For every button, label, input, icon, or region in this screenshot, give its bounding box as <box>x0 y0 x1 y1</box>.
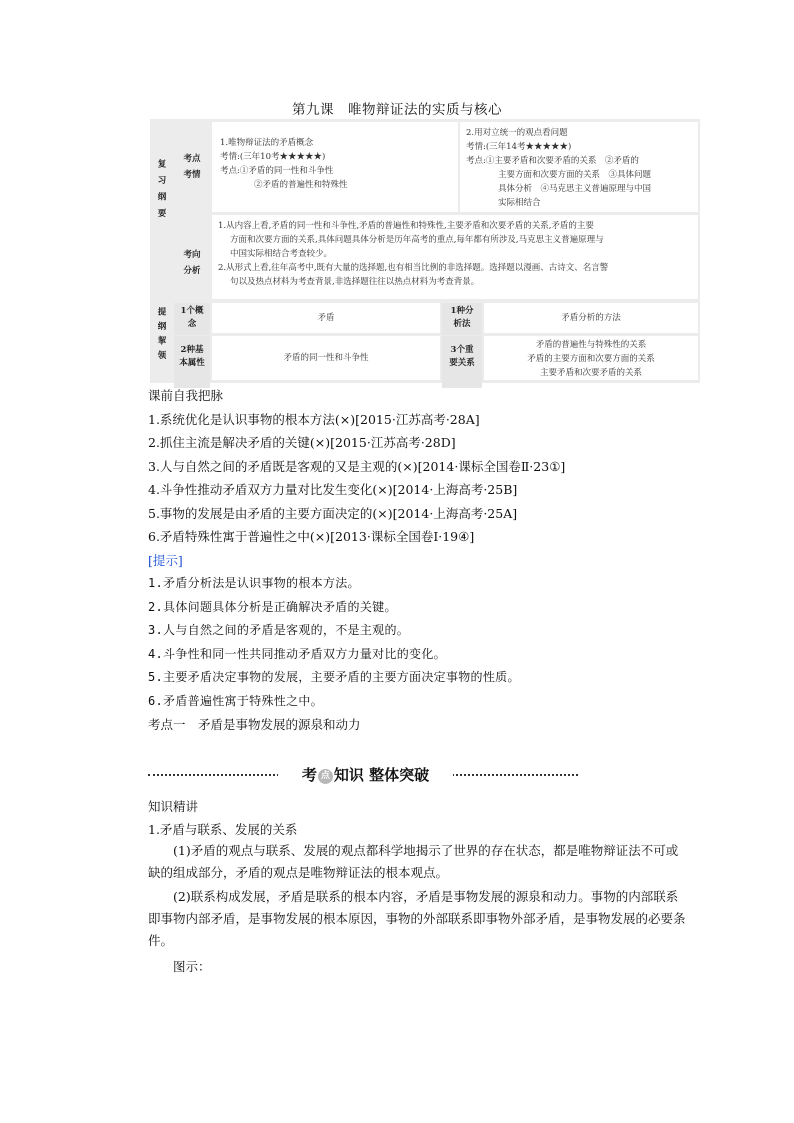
kaoxiang-line-3: 中国实际相结合考查较少。 <box>230 249 333 259</box>
banner-rule-left <box>148 774 283 776</box>
kaodian-right-5: 具体分析 ④马克思主义普遍原理与中国 <box>498 184 652 194</box>
row2-right <box>484 336 698 380</box>
kaodian-label: 考点考情 <box>183 154 201 180</box>
row2-label: 2种基本属性 <box>174 336 210 388</box>
row1-right: 矛盾分析的方法 <box>484 303 698 333</box>
kaoxiang-label: 考向分析 <box>183 250 201 276</box>
row2-value: 矛盾的同一性和斗争性 <box>212 336 440 380</box>
kaoxiang-line-4: 2.从形式上看,往年高考中,既有大量的选择题,也有相当比例的非选择题。选择题以漫画、古诗文、名言警 <box>218 263 609 273</box>
knowledge-paragraph-1: (1)矛盾的观点与联系、发展的观点都科学地揭示了世界的存在状态，都是唯物辩证法不可或缺的组成部分，矛盾的观点是唯物辩证法的根本观点。 <box>148 843 679 880</box>
row1-mid: 1种分析法 <box>442 303 482 335</box>
selfcheck-section <box>148 384 708 737</box>
banner-dot-icon: 点 <box>318 769 333 784</box>
section-label-review: 复习纲要 <box>156 159 166 225</box>
kaodian-one-heading: 考点一 矛盾是事物发展的源泉和动力 <box>148 717 361 732</box>
section-label-outline: 提纲挈领 <box>156 307 166 365</box>
selfcheck-heading: 课前自我把脉 <box>148 388 224 403</box>
kaodian-left-1: 1.唯物辩证法的矛盾概念 <box>220 138 314 148</box>
banner-title: 考 点 知识 整体突破 <box>278 762 453 788</box>
kaoxiang-line-5: 句以及热点材料为考查背景,非选择题往往以热点材料为考查背景。 <box>230 277 480 287</box>
relation-1: 矛盾的普遍性与特殊性的关系 <box>535 340 647 350</box>
kaoxiang-line-2: 方面和次要方面的关系,具体问题具体分析是历年高考的重点,每年都有所涉及,马克思主义普遍原理与 <box>230 235 604 245</box>
section-banner <box>148 762 578 788</box>
kaoxiang-box <box>212 215 698 299</box>
banner-rule-right <box>448 774 578 776</box>
selfcheck-item: 5.事物的发展是由矛盾的主要方面决定的(×)[2014·上海高考·25A] <box>148 505 518 521</box>
knowledge-paragraph-2: (2)联系构成发展，矛盾是联系的根本内容，矛盾是事物发展的源泉和动力。事物的内部联系即事物内部矛盾，是事物发展的根本原因，事物的外部联系即事物外部矛盾，是事物发展的必要条件。 <box>148 889 686 948</box>
selfcheck-item: 1.系统优化是认识事物的根本方法(×)[2015·江苏高考·28A] <box>148 411 480 427</box>
selfcheck-item: 4.斗争性推动矛盾双方力量对比发生变化(×)[2014·上海高考·25B] <box>148 482 518 497</box>
row2-mid: 3个重要关系 <box>442 336 482 388</box>
row1-value: 矛盾 <box>212 303 440 333</box>
hint-item: 2.具体问题具体分析是正确解决矛盾的关键。 <box>148 599 397 614</box>
page-title: 第九课 唯物辩证法的实质与核心 <box>292 102 502 118</box>
selfcheck-item: 2.抓住主流是解决矛盾的关键(×)[2015·江苏高考·28D] <box>148 435 456 450</box>
selfcheck-item: 6.矛盾特殊性寓于普遍性之中(×)[2013·课标全国卷Ⅰ·19④] <box>148 529 475 544</box>
hint-item: 1.矛盾分析法是认识事物的根本方法。 <box>148 576 360 590</box>
kaodian-right-2: 考情:(三年14考★★★★★) <box>466 142 572 152</box>
hint-label: [提示] <box>148 552 183 568</box>
kaodian-left-2: 考情:(三年10考★★★★★) <box>220 152 326 162</box>
knowledge-subheading: 1.矛盾与联系、发展的关系 <box>148 822 298 837</box>
selfcheck-item: 3.人与自然之间的矛盾既是客观的又是主观的(×)[2014·课标全国卷Ⅱ·23①] <box>148 458 566 474</box>
hint-item: 4.斗争性和同一性共同推动矛盾双方力量对比的变化。 <box>148 646 446 661</box>
kaodian-box-right <box>460 122 698 212</box>
kaoxiang-line-1: 1.从内容上看,矛盾的同一性和斗争性,矛盾的普遍性和特殊性,主要矛盾和次要矛盾的关系,矛盾的主要 <box>218 221 594 231</box>
relation-2: 矛盾的主要方面和次要方面的关系 <box>527 354 655 364</box>
relation-3: 主要矛盾和次要矛盾的关系 <box>539 368 642 378</box>
kaodian-left-4: ②矛盾的普遍性和特殊性 <box>254 180 348 190</box>
knowledge-diagram-label: 图示： <box>173 959 211 974</box>
hint-item: 5.主要矛盾决定事物的发展，主要矛盾的主要方面决定事物的性质。 <box>148 670 520 684</box>
kaodian-left-3: 考点:①矛盾的同一性和斗争性 <box>220 166 334 176</box>
kaodian-right-6: 实际相结合 <box>498 198 541 208</box>
hint-item: 6.矛盾普遍性寓于特殊性之中。 <box>148 693 323 708</box>
row1-label: 1个概念 <box>174 303 210 335</box>
kaodian-right-4: 主要方面和次要方面的关系 ③具体问题 <box>498 170 652 180</box>
kaodian-box-left <box>212 122 458 212</box>
kaodian-right-3: 考点:①主要矛盾和次要矛盾的关系 ②矛盾的 <box>466 156 639 166</box>
review-outline-table <box>150 119 700 383</box>
knowledge-heading: 知识精讲 <box>148 799 199 814</box>
kaodian-right-1: 2.用对立统一的观点看问题 <box>466 128 568 138</box>
hint-item: 3.人与自然之间的矛盾是客观的，不是主观的。 <box>148 623 410 637</box>
